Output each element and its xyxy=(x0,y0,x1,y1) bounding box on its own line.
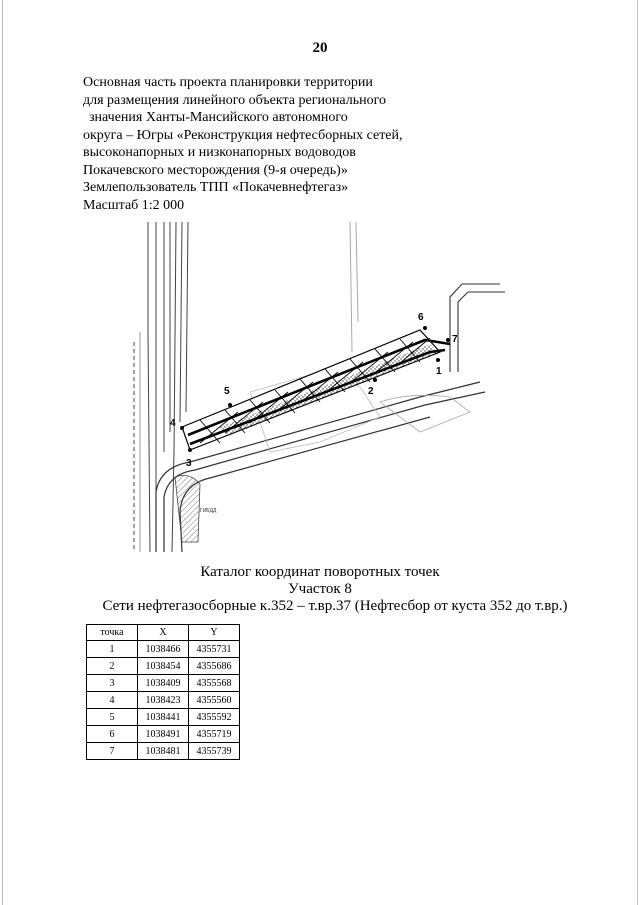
cell-y: 4355686 xyxy=(189,658,240,675)
point-label: 7 xyxy=(452,334,458,345)
cell-y: 4355560 xyxy=(189,692,240,709)
table-row xyxy=(87,709,240,726)
document-title xyxy=(83,74,523,214)
header-y: Y xyxy=(189,625,240,641)
title-line: для размещения линейного объекта регионального xyxy=(83,92,387,108)
cell-point: 2 xyxy=(87,658,138,675)
catalog-heading: Каталог координат поворотных точек xyxy=(200,564,440,580)
title-line: значения Ханты-Мансийского автономного xyxy=(89,110,348,125)
header-point: точка xyxy=(87,625,138,641)
table-row xyxy=(87,675,240,692)
point-label: 2 xyxy=(368,386,374,397)
cell-x: 1038491 xyxy=(138,726,189,743)
corridor xyxy=(182,330,450,450)
cell-x: 1038466 xyxy=(138,641,189,658)
land-user-line: Землепользователь ТПП «Покачевнефтегаз» xyxy=(83,180,349,195)
point-label: 5 xyxy=(224,386,230,397)
page-edge-right xyxy=(637,0,638,905)
cell-y: 4355731 xyxy=(189,641,240,658)
cell-point: 1 xyxy=(87,641,138,658)
point-label: 1 xyxy=(436,366,442,377)
table-header-row xyxy=(87,625,240,641)
cell-y: 4355719 xyxy=(189,726,240,743)
cell-x: 1038423 xyxy=(138,692,189,709)
cell-x: 1038441 xyxy=(138,709,189,726)
cell-y: 4355568 xyxy=(189,675,240,692)
cell-point: 7 xyxy=(87,743,138,760)
cell-point: 3 xyxy=(87,675,138,692)
table-row xyxy=(87,726,240,743)
header-x: X xyxy=(138,625,189,641)
cell-y: 4355739 xyxy=(189,743,240,760)
table-row xyxy=(87,658,240,675)
table-row xyxy=(87,743,240,760)
title-line: округа – Югры «Реконструкция нефтесборных сетей, xyxy=(83,127,403,143)
page-edge-left xyxy=(2,0,3,905)
page-number: 20 xyxy=(312,40,328,56)
map-small-label: ГИБДД xyxy=(200,508,217,514)
point-label: 6 xyxy=(418,312,424,323)
table-row xyxy=(87,692,240,709)
title-line: Покачевского месторождения (9-я очередь)» xyxy=(83,162,348,178)
cell-point: 5 xyxy=(87,709,138,726)
planning-map xyxy=(120,222,505,552)
coordinates-table xyxy=(86,624,240,760)
cell-x: 1038409 xyxy=(138,675,189,692)
scale-line: Масштаб 1:2 000 xyxy=(83,197,185,213)
cell-x: 1038454 xyxy=(138,658,189,675)
catalog-section: Участок 8 xyxy=(288,581,352,597)
point-label: 4 xyxy=(170,418,176,429)
table-row xyxy=(87,641,240,658)
cell-y: 4355592 xyxy=(189,709,240,726)
cell-point: 6 xyxy=(87,726,138,743)
embankment xyxy=(175,476,200,542)
cell-x: 1038481 xyxy=(138,743,189,760)
road-right xyxy=(450,284,505,372)
point-label: 3 xyxy=(186,458,192,469)
catalog-description: Сети нефтегазосборные к.352 – т.вр.37 (Нефтесбор от куста 352 до т.вр.) xyxy=(102,598,568,614)
title-line: высоконапорных и низконапорных водоводов xyxy=(83,145,356,160)
road-curve xyxy=(156,382,485,552)
title-line: Основная часть проекта планировки территории xyxy=(83,75,373,90)
cell-point: 4 xyxy=(87,692,138,709)
